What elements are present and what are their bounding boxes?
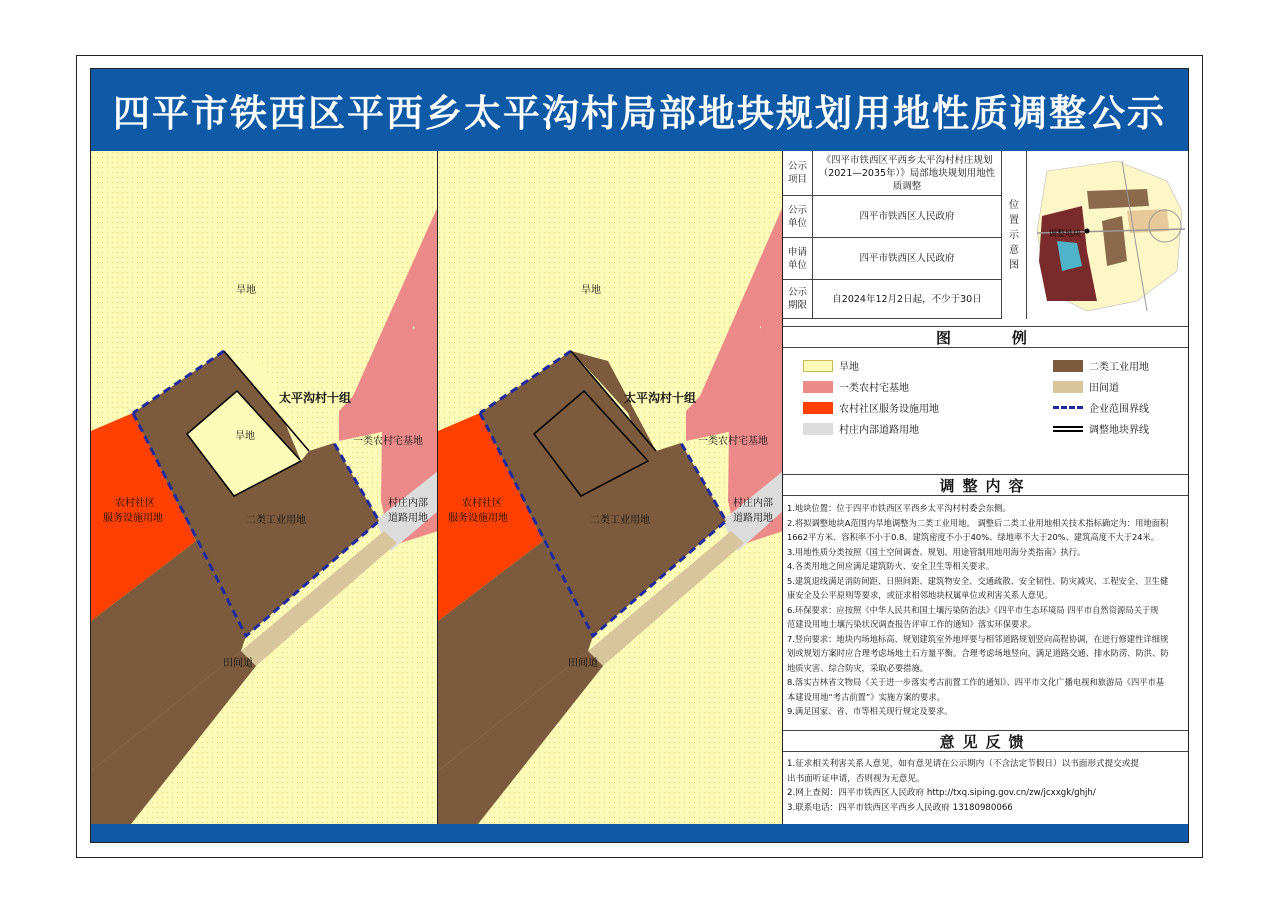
info-value: 《四平市铁西区平西乡太平沟村村庄规划（2021—2035年）》局部地块规划用地性质调整 — [818, 154, 996, 192]
locator-label — [1001, 151, 1027, 319]
info-table — [783, 151, 1001, 319]
content-line: 地质灾害、综合防灾，采取必要措施。 — [787, 662, 929, 673]
adjust-boundary-line-icon — [1053, 426, 1083, 432]
map-after-adjustment — [438, 151, 783, 824]
label-dry-top: 旱地 — [236, 285, 256, 296]
content-line: 7.竖向要求：地块内场地标高、规划建筑室外地坪要与相邻道路规划竖向高程协调，在进行修建性详细规 — [787, 633, 1169, 644]
info-row-applicant — [783, 238, 1001, 280]
content-line: 8.落实吉林省文物局《关于进一步落实考古前置工作的通知》、四平市文化广播电视和旅游局《四平市基 — [787, 677, 1165, 687]
legend-label: 二类工业用地 — [1089, 362, 1149, 373]
label-dry-top: 旱地 — [581, 285, 601, 296]
page-title: 四平市铁西区平西乡太平沟村局部地块规划用地性质调整公示 — [113, 92, 1166, 135]
locator-char: 置 — [1009, 214, 1019, 226]
info-panel — [783, 151, 1188, 824]
bottom-bar — [91, 824, 1188, 842]
legend-label: 农村社区服务设施用地 — [839, 404, 939, 415]
content-line: 本建设用地“考古前置”》实施方案的要求。 — [787, 691, 945, 702]
content-line: 9.满足国家、省、市等相关现行规定及要求。 — [787, 706, 953, 716]
field-road-swatch-icon — [1053, 381, 1083, 393]
info-row-publisher — [783, 196, 1001, 238]
locator-char: 位 — [1009, 199, 1019, 211]
legend-label: 田间道 — [1089, 383, 1119, 394]
legend-item-enterprise-boundary — [1053, 400, 1149, 415]
info-value: 自2024年12月2日起，不少于30日 — [832, 293, 982, 305]
locator-map — [1027, 151, 1188, 319]
label-industrial: 二类工业用地 — [590, 515, 650, 526]
info-value: 四平市铁西区人民政府 — [859, 253, 955, 264]
info-row-project — [783, 151, 1001, 196]
legend-label: 一类农村宅基地 — [839, 383, 909, 394]
info-value: 四平市铁西区人民政府 — [859, 211, 955, 222]
content-heading: 调整内容 — [783, 474, 1188, 496]
label-dry-inner: 旱地 — [235, 431, 255, 442]
legend-item-village-road — [803, 421, 919, 436]
feedback-line: 出书面听证申请，否则视为无意见。 — [787, 773, 925, 784]
info-key: 公示 单位 — [783, 196, 813, 237]
info-key: 公示 期限 — [783, 280, 813, 318]
label-village-group: 太平沟村十组 — [624, 391, 697, 405]
locator-char: 意 — [1009, 244, 1019, 256]
locator-char: 图 — [1009, 259, 1019, 271]
legend-item-industrial — [1053, 358, 1149, 373]
feedback-line: 2.网上查阅：四平市铁西区人民政府 http://txq.siping.gov.cn/zw/jcxxgk/ghjh/ — [787, 788, 1096, 798]
content-line: 划或规划方案时应合理考虑场地土石方量平衡。合理考虑场地竖向，满足道路交通、排水防涝、防洪、防 — [787, 648, 1169, 658]
content-line: 范建设用地土壤污染状况调查报告评审工作的通知》落实环保要求。 — [787, 619, 1036, 629]
legend-label: 调整地块界线 — [1089, 425, 1149, 436]
community-service-swatch-icon — [803, 402, 833, 414]
map-before-adjustment — [91, 151, 438, 824]
map-after-svg — [438, 151, 783, 824]
legend-item-dry-land — [803, 358, 859, 373]
content-line: 1662平方米、容积率不小于0.8、建筑密度不小于40%、绿地率不大于20%、建筑高度不大于24米。 — [787, 532, 1160, 542]
feedback-line: 3.联系电话：四平市铁西区平西乡人民政府 13180980066 — [787, 802, 1013, 813]
label-field-road: 田间道 — [568, 658, 598, 669]
residential-swatch-icon — [803, 381, 833, 393]
village-road-swatch-icon — [803, 423, 833, 435]
content-body — [783, 498, 1188, 722]
label-road-2: 道路用地 — [733, 513, 773, 524]
label-road-2: 道路用地 — [388, 513, 428, 524]
locator-char: 示 — [1009, 229, 1019, 241]
label-residential: 一类农村宅基地 — [353, 436, 423, 447]
info-key: 公示 项目 — [783, 151, 813, 195]
content-line: 4.各类用地之间应满足建筑防火、安全卫生等相关要求。 — [787, 561, 995, 571]
info-key: 申请 单位 — [783, 238, 813, 279]
dry-land-swatch-icon — [803, 360, 833, 372]
info-row-period — [783, 280, 1001, 319]
label-community-1: 农村社区 — [462, 498, 502, 509]
locator-marker-label: 调整地块 — [1049, 229, 1081, 238]
label-community-2: 服务设施用地 — [448, 513, 508, 524]
notice-board — [90, 68, 1189, 843]
label-road-1: 村庄内部 — [733, 498, 773, 509]
legend-item-residential — [803, 379, 909, 394]
feedback-line: 1.征求相关利害关系人意见，如有意见请在公示期内（不含法定节假日）以书面形式提交或提 — [787, 759, 1139, 769]
legend-heading: 图 例 — [783, 326, 1188, 348]
label-industrial: 二类工业用地 — [246, 515, 306, 526]
legend-label: 村庄内部道路用地 — [839, 425, 919, 436]
label-village-group: 太平沟村十组 — [279, 391, 352, 405]
label-community-1: 农村社区 — [115, 498, 155, 509]
label-residential: 一类农村宅基地 — [698, 436, 768, 447]
legend-item-community — [803, 400, 939, 415]
label-field-road: 田间道 — [223, 658, 253, 669]
map-before-svg — [91, 151, 438, 824]
content-line: 3.用地性质分类按照《国土空间调查、规划、用途管制用地用海分类指南》执行。 — [787, 546, 1086, 557]
content-line: 康安全及公平原则等要求，或征求相邻地块权属单位或利害关系人意见。 — [787, 590, 1053, 600]
enterprise-boundary-line-icon — [1053, 406, 1083, 409]
content-line: 5.建筑退线满足消防间距、日照间距、建筑物安全、交通疏散、安全韧性、防灾减灾、工程安全、卫生健 — [787, 575, 1169, 586]
content-line: 6.环保要求：应按照《中华人民共和国土壤污染防治法》《四平市生态环境局 四平市自然资源局关于规 — [787, 604, 1159, 615]
label-road-1: 村庄内部 — [388, 498, 428, 509]
legend-label: 企业范围界线 — [1089, 404, 1149, 415]
legend-item-adjust-boundary — [1053, 421, 1149, 436]
title-bar — [91, 69, 1188, 151]
content-line: 1.地块位置：位于四平市铁西区平西乡太平沟村村委会东侧。 — [787, 503, 1011, 513]
label-community-2: 服务设施用地 — [103, 513, 163, 524]
legend-label: 旱地 — [839, 362, 859, 373]
feedback-body — [783, 754, 1188, 818]
content-line: 2.将拟调整地块A范围内旱地调整为二类工业用地。 调整后二类工业用地相关技术指标确定为：用地面积 — [787, 517, 1169, 528]
industrial-swatch-icon — [1053, 360, 1083, 372]
legend-item-field-road — [1053, 379, 1119, 394]
feedback-heading: 意见反馈 — [783, 730, 1188, 752]
